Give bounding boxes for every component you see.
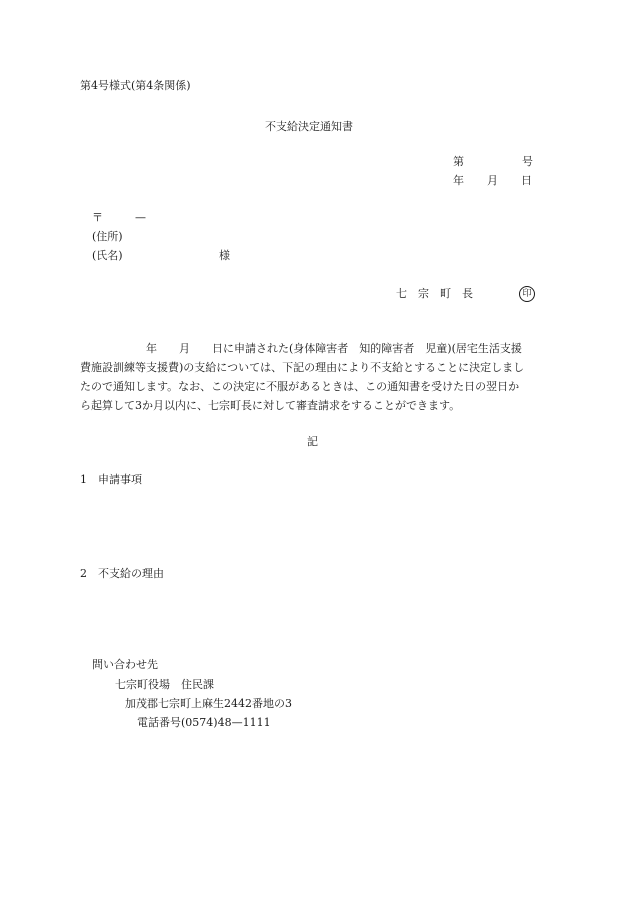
- contact-heading: 問い合わせ先: [92, 658, 158, 671]
- name-label: (氏名): [92, 249, 123, 262]
- postal-mark: 〒: [92, 211, 103, 224]
- address-label: (住所): [92, 230, 123, 243]
- honorific-sama: 様: [219, 249, 230, 262]
- body-line: ら起算して3か月以内に、七宗町長に対して審査請求をすることができます。: [80, 399, 461, 412]
- ki-heading: 記: [307, 435, 318, 448]
- section-rejection-reason: 2 不支給の理由: [80, 567, 164, 580]
- number-dai: 第: [453, 155, 464, 168]
- contact-address: 加茂郡七宗町上麻生2442番地の3: [125, 697, 292, 710]
- issuer-title: 七 宗 町 長: [396, 287, 473, 300]
- contact-office: 七宗町役場 住民課: [115, 678, 214, 691]
- form-label: 第4号様式(第4条関係): [80, 79, 191, 92]
- body-line: たので通知します。なお、この決定に不服があるときは、この通知書を受けた日の翌日か: [80, 380, 520, 393]
- notice-body: [80, 339, 550, 415]
- date-year: 年: [453, 174, 464, 187]
- date-day: 日: [521, 174, 532, 187]
- body-line: 年 月 日に申請された(身体障害者 知的障害者 児童)(居宅生活支援: [80, 342, 522, 355]
- section-application-items: 1 申請事項: [80, 473, 142, 486]
- number-go: 号: [522, 155, 533, 168]
- body-line: 費施設訓練等支援費)の支給については、下記の理由により不支給とすることに決定しまし: [80, 361, 525, 374]
- postal-dash: —: [135, 211, 146, 224]
- date-month: 月: [487, 174, 498, 187]
- document-title: 不支給決定通知書: [265, 120, 353, 133]
- official-seal: 印: [519, 286, 535, 302]
- contact-phone: 電話番号(0574)48—1111: [137, 716, 271, 729]
